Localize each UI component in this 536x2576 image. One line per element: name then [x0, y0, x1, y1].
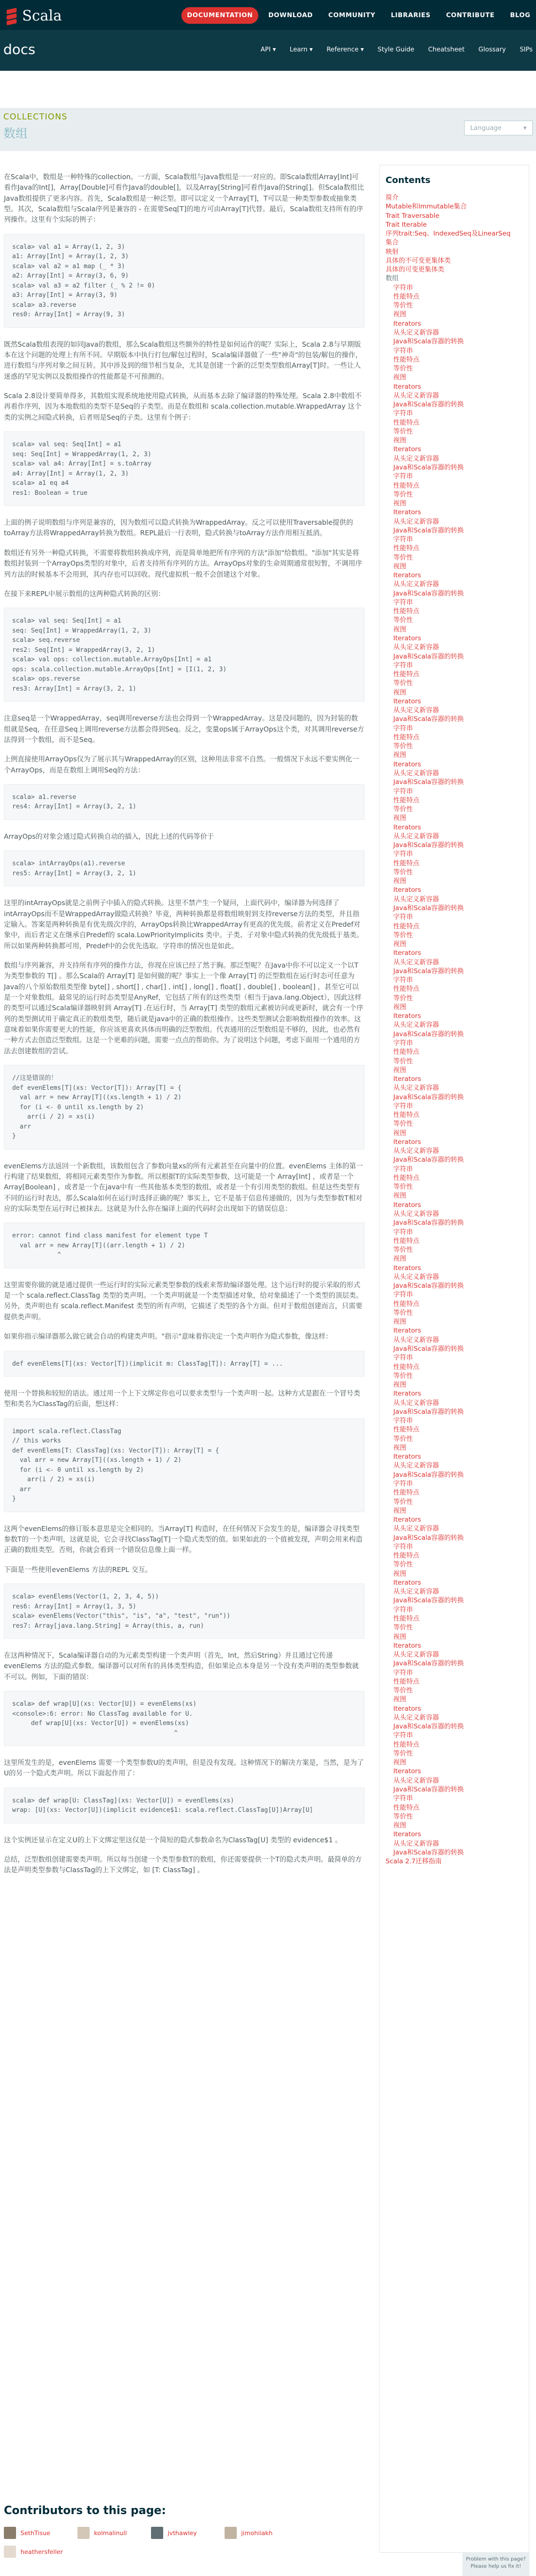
toc-item[interactable]: 性能特点	[393, 796, 420, 804]
avatar	[151, 2527, 163, 2539]
toc-item[interactable]: 视图	[393, 688, 407, 696]
toc-item[interactable]: 从头定义新容器	[393, 391, 439, 399]
contributor-name: SethTisue	[20, 2529, 50, 2537]
paragraph: Scala 2.8设计要简单得多，其数组实现系统地使用隐式转换，从而基本去除了编译器的特殊处理。Scala 2.8中数组不再看作序列，因为本地数组的类型不是Seq的子类型。而是在数组和 scala.collection.mutable.WrappedArray 这个类的实例之间隐式转换，后者则是Seq的子类。这里有个例子：	[4, 391, 362, 421]
language-select-label: Language	[470, 124, 502, 132]
toc-item[interactable]: 从头定义新容器	[393, 1210, 439, 1218]
nav-download[interactable]: DOWNLOAD	[268, 11, 313, 19]
toc-item[interactable]: 视图	[393, 1758, 407, 1767]
toc-item[interactable]: Java和Scala容器的转换	[393, 463, 464, 471]
toc-item[interactable]: 字符串	[393, 409, 413, 417]
toc-item[interactable]: 视图	[393, 1255, 407, 1263]
toc-item[interactable]: 从头定义新容器	[393, 1650, 439, 1659]
toc-item[interactable]: 字符串	[393, 598, 413, 606]
toc-item[interactable]: Java和Scala容器的转换	[393, 1345, 464, 1352]
contributor[interactable]	[151, 2527, 215, 2539]
toc-item[interactable]: Java和Scala容器的转换	[393, 1470, 464, 1478]
toc-item[interactable]: 字符串	[393, 1227, 413, 1236]
toc-item[interactable]: 性能特点	[393, 1299, 420, 1308]
toc-item[interactable]: Java和Scala容器的转换	[393, 1156, 464, 1164]
code-block: import scala.reflect.ClassTag // this works def evenElems[T: ClassTag](xs: Vector[T]): Array[T] = { val arr = new Array[T]((xs.length + 1) / 2) for (i <- 0 until xs.length by 2) arr(i / 2) = xs(i) arr }	[4, 1418, 365, 1512]
toc-item[interactable]: 从头定义新容器	[393, 1398, 439, 1407]
contributors-list	[4, 2527, 303, 2558]
toc-item[interactable]: 等价性	[393, 931, 413, 939]
code-block: //这是错误的！ def evenElems[T](xs: Vector[T]): Array[T] = { val arr = new Array[T]((xs.length + 1) / 2) for (i <- 0 until xs.length by 2) arr(i / 2) = xs(i) arr }	[4, 1065, 365, 1149]
toc-item[interactable]: 字符串	[393, 1794, 413, 1802]
toc-item[interactable]: Java和Scala容器的转换	[393, 589, 464, 597]
toc-item[interactable]: 视图	[393, 1443, 407, 1451]
toc-item[interactable]: 字符串	[393, 1290, 413, 1299]
toc-item[interactable]: 视图	[393, 1569, 407, 1577]
toc-item[interactable]: 字符串	[393, 1101, 413, 1110]
toc-item[interactable]: 字符串	[393, 1479, 413, 1487]
toc-item[interactable]: 视图	[393, 1821, 407, 1830]
nav-community[interactable]: COMMUNITY	[328, 11, 376, 19]
toc-item[interactable]: 从头定义新容器	[393, 1021, 439, 1029]
code-block: scala> a1.reverse res4: Array[Int] = Array(3, 2, 1)	[4, 784, 365, 820]
toc-item[interactable]: 字符串	[393, 1417, 413, 1425]
toc-item[interactable]: 等价性	[393, 1497, 413, 1506]
toc-item[interactable]: 视图	[393, 562, 407, 570]
avatar	[225, 2527, 237, 2539]
code-block: scala> intArrayOps(a1).reverse res5: Array[Int] = Array(3, 2, 1)	[4, 850, 365, 886]
toc-item[interactable]: 从头定义新容器	[393, 1272, 439, 1281]
paragraph: 在接下来REPL中展示数组的这两种隐式转换的区别：	[4, 589, 165, 598]
toc-item[interactable]: 等价性	[393, 301, 413, 310]
top-navbar	[0, 0, 536, 30]
toc-item[interactable]: 具体的不可变更集体类	[386, 256, 451, 264]
toc-item[interactable]: 性能特点	[393, 859, 420, 867]
toc-item[interactable]: 视图	[393, 436, 407, 445]
nav-libraries[interactable]: LIBRARIES	[391, 11, 431, 19]
toc-item[interactable]: Trait Traversable	[386, 211, 440, 220]
toc-item[interactable]: 性能特点	[393, 292, 420, 300]
toc-item[interactable]: 性能特点	[393, 607, 420, 615]
toc-item[interactable]: 等价性	[393, 994, 413, 1002]
toc-item[interactable]: 从头定义新容器	[393, 1587, 439, 1596]
page-title: 数组	[3, 127, 28, 141]
toc-item[interactable]: Iterators	[393, 886, 421, 894]
toc-item[interactable]: 等价性	[393, 679, 413, 687]
main-menu	[181, 7, 536, 24]
paragraph: 使用一个替换和较短的语法。通过用一个上下文绑定你也可以要求类型与一个类声明一起。这种方式是跟在一个冒号类型和类名为ClassTag的后面，想这样：	[4, 1389, 361, 1408]
toc-item[interactable]: Java和Scala容器的转换	[393, 1282, 464, 1290]
toc-item[interactable]: Java和Scala容器的转换	[393, 1533, 464, 1542]
toc-item[interactable]: 从头定义新容器	[393, 1084, 439, 1092]
toc-item[interactable]: 等价性	[393, 1246, 413, 1254]
toc-item[interactable]: 从头定义新容器	[393, 1461, 439, 1470]
paragraph: 数组与序列兼容，并支持所有序列的操作方法，你现在应该已经了然于胸。那泛型呢？在Java中你不可以定义一个以T为类型参数的 T[] 。那么Scala的 Array[T] 是如何做的呢？事实上一个像 Array[T] 的泛型数组在运行时态可任意为Java的八个原始数组类型像 byte[] , short[] , char[] , int[] , long[] , float[] , double[] , boolean[] ，甚至它可以是一个对象数组。最常见的运行时态类型是AnyRef，它包括了所有的这些类型（相当于java.lang.Object），因此这样的类型可以通过Scala编译器映射到 Array[T] .在运行时，当 Array[T] 类型的数组元素被访问或更新时，就会有一个序列的类型测试用于确定真正的数组类型，随后就是java中的正确的数组操作。这些类型测试会影响数组操作的效率。这意味着如果你需要更大的性能，你应该更喜欢具体而明确的泛型数组。代表通用的泛型数组是不够的，因此，也必然有一种方式去创造泛型数组。这是一个更难的问题，需要一点点的帮助你。为了说明这个问题，考虑下面用一个通用的方法去创建数组的尝试。	[4, 960, 363, 1055]
toc-item[interactable]: 字符串	[393, 346, 413, 354]
paragraph: 在Scala中，数组是一种特殊的collection。一方面，Scala数组与Java数组是一一对应的。即Scala数组Array[Int]可看作Java的Int[]，Array[Double]可看作Java的double[]，以及Array[String]可看作Java的String[]。但Scala数组比Java数组提供了更多内容。首先，Scala数组是一种泛型。即可以定义一个Array[T]，T可以是一种类型参数或抽象类型。其次，Scala数组与Scala序列是兼容的 - 在需要Seq[T]的地方可由Array[T]代替。最后，Scala数组支持所有的序列操作。这里有个实际的例子：	[4, 173, 365, 224]
toc-item[interactable]: 视图	[393, 310, 407, 318]
toc-item[interactable]: 视图	[393, 1695, 407, 1704]
toc-item[interactable]: 等价性	[393, 1812, 413, 1820]
toc-item[interactable]: 性能特点	[393, 1173, 420, 1182]
toc-item[interactable]: 字符串	[393, 1354, 413, 1362]
toc-item[interactable]: Iterators	[393, 697, 421, 705]
toc-item[interactable]: Iterators	[393, 1641, 421, 1649]
contributor[interactable]	[77, 2527, 141, 2539]
contributor-name: jimohiiakh	[241, 2529, 273, 2537]
breadcrumb[interactable]: COLLECTIONS	[3, 112, 68, 122]
paragraph: 上例直接使用ArrayOps仅为了展示其与WrappedArray的区别，这种用法非常不自然。一般情况下永远不要实例化一个ArrayOps，而是在数组上调用Seq的方法：	[4, 755, 360, 774]
toc-item[interactable]: 视图	[393, 1632, 407, 1640]
toc-item[interactable]: 视图	[393, 1381, 407, 1389]
paragraph: 这里的intArrayOps就是之前例子中插入的隐式转换。这里不禁产生一个疑问，上面代码中，编译器为何选择了intArrayOps而不是WrappedArray做隐式转换？毕竟，两种转换都是将数组映射到支持reverse方法的类型，并且指定输入。答案是两种转换是有优先级次序的，ArrayOps转换比WrappedArray有更高的优先级。前者定义在Predef对象中，而后者定义在继承自Predef的 scala.LowPriorityImplicits 类中。子类、子对象中隐式转换的优先级低于基类。所以如果两种转换都可用，Predef中的会优先选取。字符串的情况也是如此。	[4, 898, 363, 950]
feedback-box[interactable]: Problem with this page? Please help us fix it!	[462, 2553, 529, 2576]
toc-item[interactable]: 字符串	[393, 535, 413, 544]
toc-item[interactable]: 等价性	[393, 1560, 413, 1569]
toc-item[interactable]: Iterators	[393, 634, 421, 642]
toc-item[interactable]: 字符串	[393, 1542, 413, 1550]
toc-item[interactable]: Java和Scala容器的转换	[393, 1219, 464, 1227]
paragraph: 下面是一些使用evenElems 方法的REPL 交互。	[4, 1565, 152, 1574]
docs-submenu	[261, 45, 533, 55]
docs-nav-style-guide[interactable]: Style Guide	[377, 45, 414, 53]
toc-item[interactable]: 集合	[386, 238, 399, 247]
toc-item[interactable]: Iterators	[393, 1452, 421, 1461]
docs-nav-glossary[interactable]: Glossary	[478, 45, 506, 53]
scala-logo-icon	[4, 7, 19, 25]
contributor-name: heathersfeller	[20, 2548, 63, 2556]
code-block: scala> val seq: Seq[Int] = a1 seq: Seq[Int] = WrappedArray(1, 2, 3) scala> val a4: Array[Int] = s.toArray a4: Array[Int] = Array(1, 2, 3) scala> a1 eq a4 res1: Boolean = true	[4, 431, 365, 506]
toc-item[interactable]: Iterators	[393, 949, 421, 957]
toc-item[interactable]: 从头定义新容器	[393, 1839, 439, 1847]
toc-sidebar	[379, 165, 529, 2553]
paragraph: 总结，泛型数组创建需要类声明。所以每当创建一个类型参数T的数组，你还需要提供一个T的隐式类声明。最简单的方法是声明类型参数与ClassTag的上下文绑定，如 [T: ClassTag] 。	[4, 1855, 362, 1874]
toc-item[interactable]: Iterators	[393, 760, 421, 768]
toc-item[interactable]: 从头定义新容器	[393, 832, 439, 840]
paragraph: 如果你指示编译器那么做它就会自动的构建类声明。"指示"意味着你决定一个类声明作为隐式参数，像这样：	[4, 1332, 332, 1341]
toc-item[interactable]: 从头定义新容器	[393, 1713, 439, 1721]
scala-logo[interactable]	[4, 5, 62, 28]
toc-item[interactable]: 等价性	[393, 1749, 413, 1757]
toc-item[interactable]: 字符串	[393, 472, 413, 480]
toc-item[interactable]: Iterators	[393, 1075, 421, 1083]
toc-item[interactable]: Java和Scala容器的转换	[393, 966, 464, 975]
toc-item[interactable]: 从头定义新容器	[393, 643, 439, 651]
language-select[interactable]	[464, 121, 533, 135]
chevron-down-icon: ▾	[523, 124, 527, 132]
toc-item[interactable]: Iterators	[393, 1200, 421, 1209]
toc-item[interactable]: 性能特点	[393, 1236, 420, 1245]
toc-item[interactable]: 字符串	[393, 1164, 413, 1173]
toc-item[interactable]: Iterators	[393, 1578, 421, 1586]
nav-documentation[interactable]: DOCUMENTATION	[181, 7, 258, 24]
toc-item[interactable]: 性能特点	[393, 922, 420, 930]
toc-title: Contents	[386, 175, 431, 185]
toc-item[interactable]: Java和Scala容器的转换	[393, 1596, 464, 1605]
toc-item[interactable]: 从头定义新容器	[393, 1776, 439, 1784]
toc-item[interactable]: 性能特点	[393, 1614, 420, 1622]
toc-item[interactable]: Java和Scala容器的转换	[393, 1407, 464, 1415]
contributor[interactable]	[4, 2546, 67, 2558]
toc-item[interactable]: 等价性	[393, 1057, 413, 1065]
toc-item[interactable]: 简介	[386, 194, 399, 201]
code-block: scala> evenElems(Vector(1, 2, 3, 4, 5)) res6: Array[Int] = Array(1, 3, 5) scala> evenElems(Vector("this", "is", "a", "test", "run")) res7: Array[java.lang.String] = Array(this, a, run)	[4, 1584, 365, 1639]
toc-item[interactable]: Iterators	[393, 1704, 421, 1712]
contributor[interactable]	[225, 2527, 288, 2539]
toc-item[interactable]: 字符串	[393, 1605, 413, 1613]
toc-item[interactable]: 从头定义新容器	[393, 1335, 439, 1344]
toc-item[interactable]: Iterators	[393, 445, 421, 453]
toc-item[interactable]: 从头定义新容器	[393, 1147, 439, 1155]
docs-nav-api[interactable]: API ▾	[261, 45, 276, 53]
toc-item[interactable]: 性能特点	[393, 1677, 420, 1685]
toc-item[interactable]: 字符串	[393, 1038, 413, 1047]
code-block: scala> def wrap[U: ClassTag](xs: Vector[U]) = evenElems(xs) wrap: [U](xs: Vector[U])(implicit evidence$1: scala.reflect.ClassTag[U])Array[U]	[4, 1788, 365, 1823]
toc-item[interactable]: Java和Scala容器的转换	[393, 1848, 464, 1856]
contributor-name: jvthawley	[168, 2529, 197, 2537]
code-block: scala> val a1 = Array(1, 2, 3) a1: Array[Int] = Array(1, 2, 3) scala> val a2 = a1 map (_ * 3) a2: Array[Int] = Array(3, 6, 9) scala> val a3 = a2 filter (_ % 2 != 0) a3: Array[Int] = Array(3, 9) scala> a3.reverse res0: Array[Int] = Array(9, 3)	[4, 234, 365, 328]
toc-item[interactable]: 映射	[386, 247, 399, 255]
toc-item[interactable]: 字符串	[393, 976, 413, 984]
toc-item[interactable]: Java和Scala容器的转换	[393, 526, 464, 534]
toc-item[interactable]: Java和Scala容器的转换	[393, 1030, 464, 1038]
toc-item[interactable]: Iterators	[393, 319, 421, 327]
toc-item[interactable]: 从头定义新容器	[393, 958, 439, 966]
paragraph: 这个实例还显示在定义U的上下文绑定里这仅是一个简短的隐式参数命名为ClassTag[U] 类型的 evidence$1 。	[4, 1835, 342, 1844]
toc-item[interactable]: 视图	[393, 751, 407, 759]
toc-item[interactable]: 等价性	[393, 1120, 413, 1128]
toc-item[interactable]: 字符串	[393, 283, 413, 291]
toc-item[interactable]: Java和Scala容器的转换	[393, 400, 464, 409]
toc-item[interactable]: Java和Scala容器的转换	[393, 778, 464, 786]
article-body	[4, 171, 365, 1884]
toc-item[interactable]: Trait Iterable	[386, 220, 427, 228]
toc-item[interactable]: 视图	[393, 814, 407, 822]
toc-item[interactable]: 视图	[393, 1065, 407, 1074]
toc-item[interactable]: 等价性	[393, 1686, 413, 1695]
toc-item[interactable]: Java和Scala容器的转换	[393, 903, 464, 912]
toc-item[interactable]: 等价性	[393, 1371, 413, 1380]
toc-item[interactable]: 视图	[393, 373, 407, 382]
toc-item[interactable]: 从头定义新容器	[393, 580, 439, 588]
toc-item[interactable]: 性能特点	[393, 1488, 420, 1497]
toc-item[interactable]: 等价性	[393, 742, 413, 750]
docs-bar	[0, 30, 536, 71]
toc-item[interactable]: 视图	[393, 625, 407, 633]
toc-item[interactable]: 视图	[393, 1128, 407, 1137]
toc-item[interactable]: 性能特点	[393, 1362, 420, 1371]
toc-item[interactable]: 性能特点	[393, 670, 420, 678]
code-block: def evenElems[T](xs: Vector[T])(implicit m: ClassTag[T]): Array[T] = ...	[4, 1351, 365, 1377]
toc-item[interactable]: 等价性	[393, 364, 413, 373]
paragraph: 注意seq是一个WrappedArray，seq调用reverse方法也会得到一个WrappedArray。这是没问题的，因为封装的数组就是Seq，在任意Seq上调用reverse方法都会得到Seq。反之，变量ops属于ArrayOps这个类，对其调用reverse方法得到一个数组，而不是Seq。	[4, 714, 365, 744]
toc-item[interactable]: 等价性	[393, 1308, 413, 1316]
toc-item[interactable]: 从头定义新容器	[393, 517, 439, 525]
toc-item[interactable]: Mutable和Immutable集合	[386, 202, 467, 211]
toc-item[interactable]: 具体的可变更集体类	[386, 265, 445, 274]
page-header	[0, 108, 536, 151]
paragraph: 上面的例子说明数组与序列是兼容的，因为数组可以隐式转换为WrappedArray。反之可以使用Traversable提供的toArray方法将WrappedArray转换为数组。REPL最后一行表明，隐式转换与toArray方法作用相互抵消。	[4, 518, 353, 537]
toc-item[interactable]: Java和Scala容器的转换	[393, 841, 464, 849]
toc-item[interactable]: 字符串	[393, 913, 413, 921]
toc-item[interactable]: Iterators	[393, 1516, 421, 1524]
toc-item[interactable]: 性能特点	[393, 544, 420, 552]
contributors-title: Contributors to this page:	[4, 2504, 166, 2517]
toc-item[interactable]: 等价性	[393, 490, 413, 498]
toc-item[interactable]: Scala 2.7迁移指南	[386, 1857, 442, 1866]
toc-item[interactable]: Java和Scala容器的转换	[393, 337, 464, 346]
toc-item[interactable]: 等价性	[393, 1183, 413, 1191]
toc-item[interactable]: 性能特点	[393, 1425, 420, 1434]
toc-item[interactable]: Java和Scala容器的转换	[393, 1722, 464, 1731]
docs-nav-cheatsheet[interactable]: Cheatsheet	[428, 45, 465, 53]
nav-contribute[interactable]: CONTRIBUTE	[446, 11, 495, 19]
toc-item[interactable]: 视图	[393, 1318, 407, 1326]
paragraph: 在这两种情况下，Scala编译器自动的为元素类型构建一个类声明（首先，Int，然后String）并且通过它传递evenElems 方法的隐式参数。编译器可以对所有的具体类型构造，但如果论点本身是另一个没有类声明的类型参数就不可以。例如，下面的错误：	[4, 1651, 359, 1681]
toc-item[interactable]: Iterators	[393, 1830, 421, 1838]
paragraph: 这里所发生的是，evenElems 需要一个类型参数U的类声明，但是没有发现。这种情况下的解决方案是，当然，是为了U的另一个隐式类声明。所以下面起作用了：	[4, 1758, 364, 1778]
toc-item[interactable]: 性能特点	[393, 985, 420, 993]
toc-item[interactable]: Iterators	[393, 508, 421, 516]
paragraph: evenElems方法返回一个新数组，该数组包含了参数向量xs的所有元素甚至在向量中的位置。evenElems 主体的第一行构建了结果数组，将相同元素类型作为参数。所以根据T的实际类型参数，这可能是一个 Array[Int] ，或者是一个 Array[Boolean] ，或者是一个在java中有一些其他基本类型的数组，或者是一个有引用类型的数组。但是这些类型有不同的运行时表达，那么Scala如何在运行时选择正确的呢？事实上，它不是基于信息传递做的，因为与类型参数T相对应的实际类型在运行时已被抹去。这就是为什么你在编译上面的代码时会出现如下的错误信息：	[4, 1161, 363, 1213]
toc-item[interactable]: 性能特点	[393, 355, 420, 363]
toc-item[interactable]: 字符串	[393, 1668, 413, 1676]
toc-item[interactable]: Iterators	[393, 823, 421, 831]
toc-item[interactable]: 性能特点	[393, 1048, 420, 1056]
toc-item[interactable]: 性能特点	[393, 1740, 420, 1748]
toc-item[interactable]: 字符串	[393, 724, 413, 732]
contributors-section	[4, 2502, 365, 2558]
toc-item[interactable]: 字符串	[393, 787, 413, 795]
toc-item[interactable]: 从头定义新容器	[393, 454, 439, 462]
toc-item[interactable]: Java和Scala容器的转换	[393, 1659, 464, 1668]
toc-item[interactable]: Java和Scala容器的转换	[393, 652, 464, 660]
toc-item[interactable]: 视图	[393, 1002, 407, 1011]
logo-text: Scala	[22, 8, 62, 24]
toc-item[interactable]: Java和Scala容器的转换	[393, 1785, 464, 1794]
toc-item[interactable]: Iterators	[393, 1012, 421, 1020]
avatar	[4, 2527, 16, 2539]
toc-item[interactable]: 性能特点	[393, 1111, 420, 1119]
nav-blog[interactable]: BLOG	[510, 11, 530, 19]
toc-item[interactable]: Iterators	[393, 1767, 421, 1775]
toc-item[interactable]: 性能特点	[393, 1803, 420, 1811]
docs-title[interactable]: docs	[3, 41, 35, 58]
toc-item[interactable]: Iterators	[393, 1326, 421, 1335]
toc-item[interactable]: 数组	[386, 274, 399, 283]
toc-item[interactable]: 字符串	[393, 850, 413, 858]
toc-item[interactable]: 性能特点	[393, 418, 420, 426]
toc-item[interactable]: 等价性	[393, 805, 413, 813]
toc-item[interactable]: 性能特点	[393, 1551, 420, 1560]
paragraph: 既然Scala数组表现的如同Java的数组，那么Scala数组这些额外的特性是如何运作的呢？实际上，Scala 2.8与早期版本在这个问题的处理上有所不同。早期版本中执行打包/解包过程时，Scala编译器做了一些"神奇"的包装/解包的操作，进行数组与序列对象之间互转。其中涉及到的细节相当复杂，尤其是创建一个新的泛型类型数组Array[T]时。一些让人迷惑的罕见实例以及数组操作的性能都是不可预测的。	[4, 339, 362, 380]
toc-item[interactable]: 视图	[393, 940, 407, 948]
toc-item[interactable]: 等价性	[393, 868, 413, 876]
toc-item[interactable]: 性能特点	[393, 733, 420, 741]
toc-item[interactable]: 等价性	[393, 1434, 413, 1443]
code-block: scala> def wrap[U](xs: Vector[U]) = evenElems(xs) <console>:6: error: No ClassTag available for U. def wrap[U](xs: Vector[U]) = evenElems(xs) ^	[4, 1691, 365, 1746]
toc-item[interactable]: 等价性	[393, 427, 413, 435]
toc-item[interactable]: Java和Scala容器的转换	[393, 715, 464, 723]
paragraph: ArrayOps的对象会通过隐式转换自动的插入，因此上述的代码等价于	[4, 832, 214, 840]
docs-nav-reference[interactable]: Reference ▾	[326, 45, 364, 53]
avatar	[4, 2546, 16, 2558]
toc-item[interactable]: 从头定义新容器	[393, 895, 439, 903]
paragraph: 这里需要你做的就是通过提供一些运行时的实际元素类型参数的线索来帮助编译器处理。这个运行时的提示采取的形式是一个 scala.reflect.ClassTag 类型的类声明。一个类声明就是一个类型描述对象，给对象描述了一个类型的顶层类。另外，类声明也有 scala.reflect.Manifest 类型的所有声明，它描述了类型的各个方面。但对于数组创建而言，只需要提供类声明。	[4, 1280, 363, 1321]
docs-nav-learn[interactable]: Learn ▾	[289, 45, 313, 53]
toc-item[interactable]: 性能特点	[393, 481, 420, 489]
toc-item[interactable]: Iterators	[393, 571, 421, 579]
toc-item[interactable]: 从头定义新容器	[393, 1524, 439, 1533]
toc-item[interactable]: 序列trait:Seq、IndexedSeq及LinearSeq	[386, 229, 511, 238]
toc-item[interactable]: 等价性	[393, 1623, 413, 1632]
toc-item[interactable]: 视图	[393, 1192, 407, 1200]
code-block: error: cannot find class manifest for element type T val arr = new Array[T]((arr.length + 1) / 2) ^	[4, 1222, 365, 1268]
toc-item[interactable]: 等价性	[393, 553, 413, 561]
toc-list	[386, 193, 527, 1866]
code-block: scala> val seq: Seq[Int] = a1 seq: Seq[Int] = WrappedArray(1, 2, 3) scala> seq.reverse res2: Seq[Int] = WrappedArray(3, 2, 1) scala> val ops: collection.mutable.ArrayOps[Int] = a1 ops: scala.collection.mutable.ArrayOps[Int] = [I(1, 2, 3) scala> ops.reverse res3: Array[Int] = Array(3, 2, 1)	[4, 608, 365, 702]
toc-item[interactable]: 从头定义新容器	[393, 706, 439, 714]
toc-item[interactable]: 视图	[393, 499, 407, 508]
toc-item[interactable]: Iterators	[393, 382, 421, 390]
toc-item[interactable]: Iterators	[393, 1137, 421, 1146]
contributor[interactable]	[4, 2527, 67, 2539]
toc-item[interactable]: 视图	[393, 877, 407, 885]
toc-item[interactable]: 字符串	[393, 661, 413, 669]
toc-item[interactable]: Java和Scala容器的转换	[393, 1093, 464, 1101]
toc-item[interactable]: 字符串	[393, 1731, 413, 1739]
toc-item[interactable]: Iterators	[393, 1263, 421, 1272]
docs-nav-sips[interactable]: SIPs	[519, 45, 533, 53]
contributor-name: kolmalinull	[94, 2529, 127, 2537]
toc-item[interactable]: Iterators	[393, 1389, 421, 1398]
toc-item[interactable]: 从头定义新容器	[393, 328, 439, 336]
toc-item[interactable]: 等价性	[393, 616, 413, 624]
paragraph: 数组还有另外一种隐式转换，不需要将数组转换成序列，而是简单地把所有序列的方法"添加"给数组。"添加"其实是将数组封装到一个ArrayOps类型的对象中，后者支持所有序列的方法。ArrayOps对象的生命周期通常很短暂，不调用序列方法的时候基本不会用到，其内存也可以回收。现代虚拟机一般不会创建这个对象。	[4, 548, 362, 578]
avatar	[77, 2527, 90, 2539]
toc-item[interactable]: 视图	[393, 1506, 407, 1514]
paragraph: 这两个evenElems的修订版本意思是完全相同的。当Array[T] 构造时，在任何情况下会发生的是，编译器会寻找类型参数T的一个类声明，这就是说，它会寻找ClassTag[T]一个隐式类型的值。如果如此的一个值被发现，声明会用来构造正确的数组类型。否则，你就会看到一个错误信息像上面一样。	[4, 1524, 363, 1554]
toc-item[interactable]: 从头定义新容器	[393, 769, 439, 777]
